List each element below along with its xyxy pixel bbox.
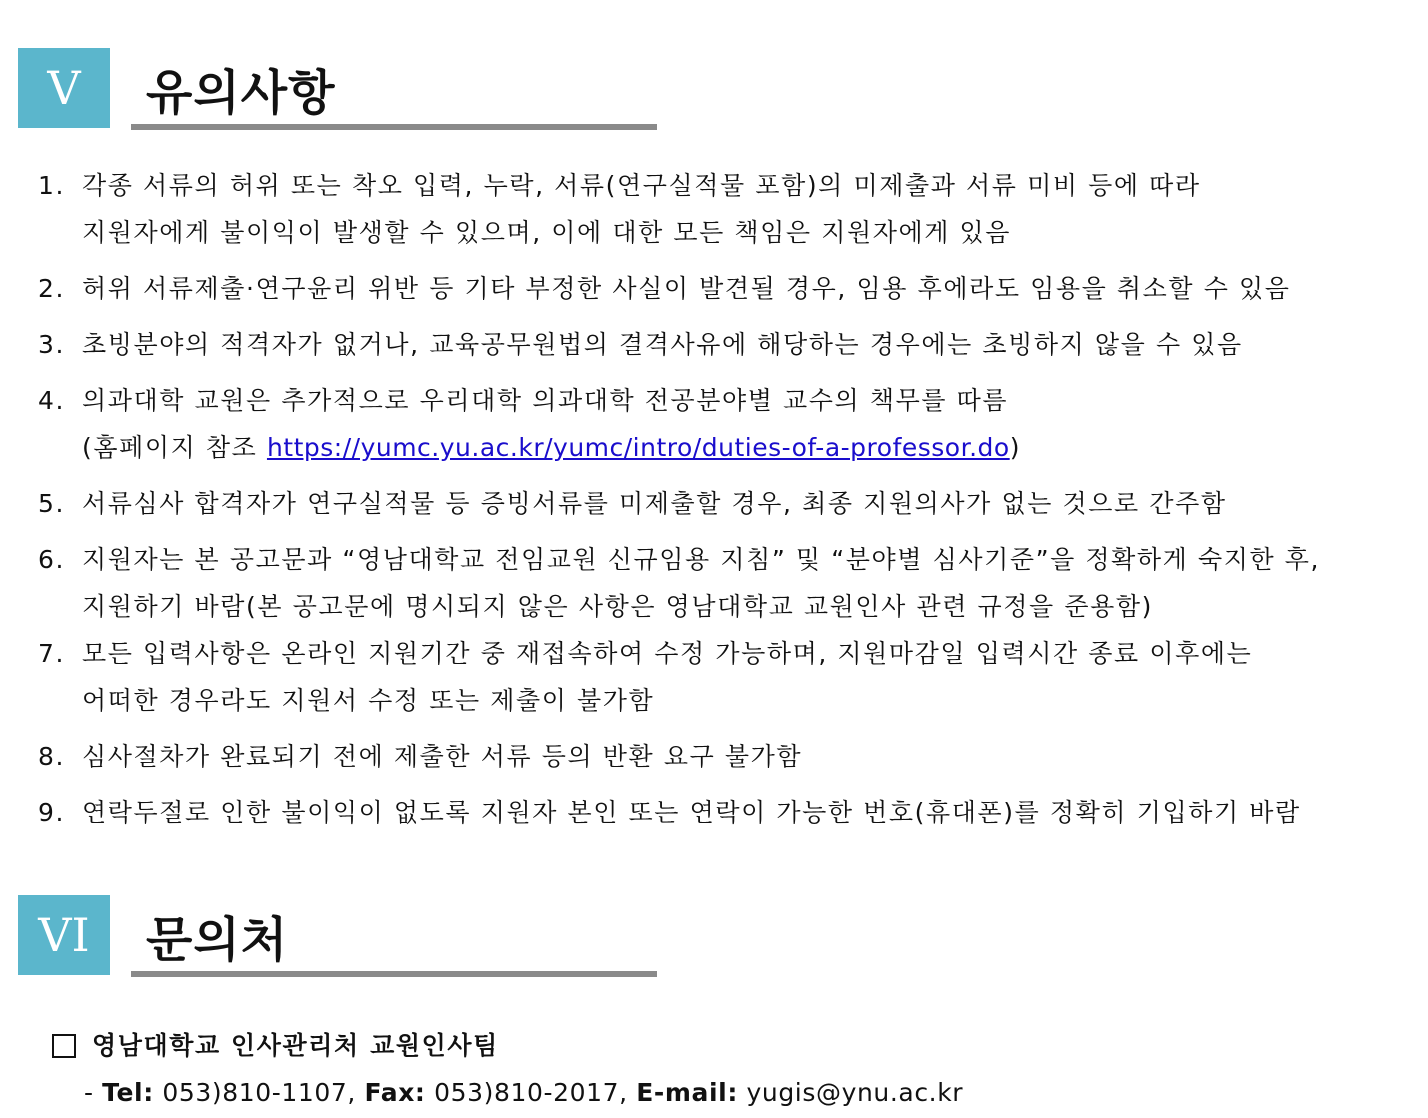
fax-label: Fax: [364, 1078, 426, 1107]
section-underline [131, 124, 657, 130]
square-bullet-icon [52, 1034, 76, 1058]
notice-text: 허위 서류제출·연구윤리 위반 등 기타 부정한 사실이 발견될 경우, 임용 후에라도 임용을 취소할 수 있음 [82, 274, 1291, 303]
email-label: E-mail: [636, 1078, 738, 1107]
notice-item-4 [38, 377, 1428, 471]
section-number-badge: VI [18, 895, 110, 975]
notice-item-6 [38, 536, 1428, 630]
notice-item-2 [38, 265, 1428, 312]
notice-text: 지원하기 바람(본 공고문에 명시되지 않은 사항은 영남대학교 교원인사 관련 규정을 준용함) [82, 592, 1153, 621]
contact-info [52, 1022, 963, 1116]
reference-prefix: (홈페이지 참조 [82, 433, 267, 462]
notice-text: 모든 입력사항은 온라인 지원기간 중 재접속하여 수정 가능하며, 지원마감일 입력시간 종료 이후에는 [82, 639, 1253, 668]
section-underline [131, 971, 657, 977]
notice-item-3 [38, 321, 1428, 368]
notice-text: 서류심사 합격자가 연구실적물 등 증빙서류를 미제출할 경우, 최종 지원의사가 없는 것으로 간주함 [82, 489, 1227, 518]
notice-item-5 [38, 480, 1428, 527]
notice-text: 의과대학 교원은 추가적으로 우리대학 의과대학 전공분야별 교수의 책무를 따름 [82, 386, 1009, 415]
notice-number: 3. [38, 330, 66, 359]
section-title: 유의사항 [146, 65, 336, 121]
notice-item-1 [38, 162, 1428, 256]
notice-number: 5. [38, 489, 66, 518]
tel-value: 053)810-1107, [162, 1078, 356, 1107]
notice-number: 1. [38, 171, 66, 200]
notice-item-7 [38, 630, 1428, 724]
organization-name: 영남대학교 인사관리처 교원인사팀 [92, 1031, 499, 1060]
notice-number: 9. [38, 798, 66, 827]
tel-label: Tel: [102, 1078, 154, 1107]
notice-text: 어떠한 경우라도 지원서 수정 또는 제출이 불가함 [82, 686, 655, 715]
notice-item-8 [38, 733, 1428, 780]
section-header-notices [18, 48, 658, 130]
notice-list [38, 162, 1428, 836]
dash-bullet: - [84, 1078, 94, 1107]
section-header-contact [18, 895, 658, 977]
reference-suffix: ) [1009, 433, 1022, 462]
notice-text: 지원자에게 불이익이 발생할 수 있으며, 이에 대한 모든 책임은 지원자에게 있음 [82, 218, 1012, 247]
notice-reference [82, 424, 1428, 471]
section-number-badge: V [18, 48, 110, 128]
fax-value: 053)810-2017, [434, 1078, 628, 1107]
notice-text: 지원자는 본 공고문과 “영남대학교 전임교원 신규임용 지침” 및 “분야별 심사기준”을 정확하게 숙지한 후, [82, 545, 1321, 574]
contact-organization [52, 1022, 963, 1069]
section-title: 문의처 [146, 912, 289, 968]
notice-number: 4. [38, 386, 66, 415]
email-value: yugis@ynu.ac.kr [746, 1078, 964, 1107]
notice-item-9 [38, 789, 1428, 836]
notice-text: 심사절차가 완료되기 전에 제출한 서류 등의 반환 요구 불가함 [82, 742, 803, 771]
professor-duties-link[interactable]: https://yumc.yu.ac.kr/yumc/intro/duties-of-a-professor.do [266, 433, 1010, 462]
notice-number: 6. [38, 545, 66, 574]
notice-number: 7. [38, 639, 66, 668]
notice-number: 8. [38, 742, 66, 771]
notice-text: 각종 서류의 허위 또는 착오 입력, 누락, 서류(연구실적물 포함)의 미제출과 서류 미비 등에 따라 [82, 171, 1201, 200]
notice-text: 연락두절로 인한 불이익이 없도록 지원자 본인 또는 연락이 가능한 번호(휴대폰)를 정확히 기입하기 바람 [82, 798, 1301, 827]
notice-text: 초빙분야의 적격자가 없거나, 교육공무원법의 결격사유에 해당하는 경우에는 초빙하지 않을 수 있음 [82, 330, 1243, 359]
notice-number: 2. [38, 274, 66, 303]
contact-details [52, 1069, 963, 1116]
